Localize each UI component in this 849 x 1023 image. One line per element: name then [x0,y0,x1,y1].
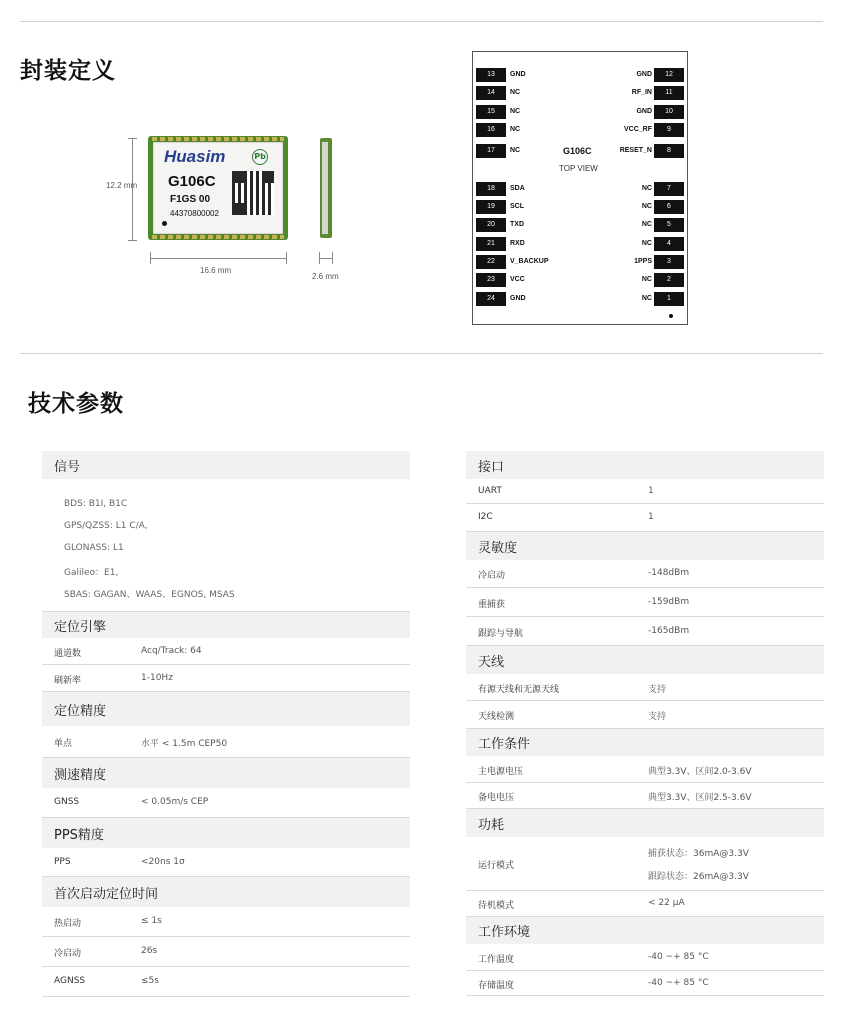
pin-label-10: GND [636,108,652,115]
module-drawing [100,130,360,290]
pin-1: 1 [654,292,684,306]
row-value: -148dBm [648,568,690,578]
row-key: I2C [478,512,493,522]
row-key: 热启动 [54,919,82,929]
row-value: -40 ~+ 85 °C [648,952,709,962]
table-row [42,937,410,967]
row-value: <20ns 1σ [141,857,185,867]
row-key: 单点 [54,739,73,749]
table-row [466,783,824,809]
row-value: 典型3.3V、区间2.0-3.6V [648,767,752,777]
table-row [466,837,824,891]
row-value: 1 [648,486,654,496]
row-key: GNSS [54,797,80,807]
table-row [42,638,410,665]
pin-4: 4 [654,237,684,251]
pin-label-14: NC [510,89,521,96]
table-row [42,665,410,692]
pin-2: 2 [654,273,684,287]
pin-diagram-view: TOP VIEW [559,164,598,173]
pin-14: 14 [476,86,506,100]
row-key: 运行模式 [478,861,515,871]
row-key: 跟踪与导航 [478,629,524,639]
pin-6: 6 [654,200,684,214]
pin-9: 9 [654,123,684,137]
row-key: 冷启动 [478,571,506,581]
pin-21: 21 [476,237,506,251]
row-value: 1 [648,512,654,522]
pin-8: 8 [654,144,684,158]
qr-code-icon [232,171,274,215]
section-header: 接口 [466,451,824,479]
brand-logo: Huasim [164,147,226,166]
pin-3: 3 [654,255,684,269]
row-value: 跟踪状态：26mA@3.3V [648,872,749,882]
pin-diagram-chip: G106C [563,146,592,156]
pin-label-9: VCC_RF [623,126,652,133]
pin-label-15: NC [510,108,521,115]
package-title: 封装定义 [20,58,116,84]
section-header: 首次启动定位时间 [42,877,410,907]
pin-18: 18 [476,182,506,196]
pin-22: 22 [476,255,506,269]
module-chip [148,136,288,240]
table-row [42,907,410,937]
section-header: 信号 [42,451,410,479]
pin-15: 15 [476,105,506,119]
pin-label-12: GND [636,71,652,78]
signal-item: GLONASS: L1 [64,543,124,553]
table-row [466,971,824,996]
signal-item: Galileo：E1, [64,568,119,578]
row-value: 水平 < 1.5m CEP50 [141,739,228,749]
section-header: 功耗 [466,809,824,837]
table-row [466,588,824,617]
specs-left-column [42,451,410,1011]
row-value: < 22 μA [648,898,685,908]
pin-label-5: NC [641,221,652,228]
table-row [466,891,824,917]
pin-label-7: NC [641,185,652,192]
table-row [466,944,824,971]
specs-right-column [466,451,824,1011]
pin1-dot [669,314,673,318]
pin-label-19: SCL [510,203,524,210]
pin-label-20: TXD [510,221,524,228]
signal-item: GPS/QZSS: L1 C/A, [64,521,148,531]
row-key: 刷新率 [54,676,82,686]
table-row [466,756,824,783]
section-header: PPS精度 [42,818,410,848]
row-key: 有源天线和无源天线 [478,685,560,695]
row-key: UART [478,486,502,496]
row-value: -165dBm [648,626,690,636]
row-value: ≤5s [141,976,159,986]
row-value: 26s [141,946,158,956]
pin-label-8: RESET_N [619,147,652,154]
pin-19: 19 [476,200,506,214]
module-side-view [320,138,332,238]
pin-label-6: NC [641,203,652,210]
pin-label-1: NC [641,295,652,302]
chip-serial: 44370800002 [170,209,219,218]
row-key: 工作温度 [478,955,515,965]
row-key: AGNSS [54,976,86,986]
row-value: -159dBm [648,597,690,607]
section-header: 测速精度 [42,758,410,788]
row-value: 1-10Hz [141,673,173,683]
section-header: 天线 [466,646,824,674]
section-header: 灵敏度 [466,532,824,560]
table-row [42,967,410,997]
pb-free-icon: Pb [252,149,268,165]
row-key: 天线检测 [478,712,515,722]
row-key: 冷启动 [54,949,82,959]
row-value: 捕获状态：36mA@3.3V [648,849,749,859]
pin-label-3: 1PPS [634,258,652,265]
row-value: < 0.05m/s CEP [141,797,209,807]
pin-label-23: VCC [510,276,525,283]
row-key: 主电源电压 [478,767,524,777]
table-row [42,788,410,818]
table-row [466,479,824,504]
row-value: Acq/Track: 64 [141,646,202,656]
specs-title: 技术参数 [28,391,124,417]
pin-24: 24 [476,292,506,306]
row-key: 存储温度 [478,981,515,991]
pin1-marker [162,221,167,226]
table-row [42,726,410,758]
pin-11: 11 [654,86,684,100]
pin-16: 16 [476,123,506,137]
section-header: 定位精度 [42,692,410,726]
section-header: 工作条件 [466,729,824,756]
top-divider [20,21,823,22]
row-key: PPS [54,857,71,867]
pin-label-17: NC [510,147,521,154]
pin-label-24: GND [510,295,526,302]
row-value: 典型3.3V、区间2.5-3.6V [648,793,752,803]
pin-5: 5 [654,218,684,232]
table-row [466,617,824,646]
row-key: 重捕获 [478,600,506,610]
table-row [466,701,824,729]
pin-label-2: NC [641,276,652,283]
row-value: 支持 [648,712,667,722]
chip-model: G106C [168,173,216,190]
pin-7: 7 [654,182,684,196]
middle-divider [20,353,823,354]
row-value: ≤ 1s [141,916,162,926]
pin-20: 20 [476,218,506,232]
dim-height: 12.2 mm [106,181,138,190]
row-value: 支持 [648,685,667,695]
pin-label-11: RF_IN [631,89,652,96]
dim-width: 16.6 mm [200,266,232,275]
table-row [466,674,824,701]
pin-label-4: NC [641,240,652,247]
section-header: 定位引擎 [42,612,410,638]
row-key: 备电电压 [478,793,515,803]
pin-label-13: GND [510,71,526,78]
chip-sub: F1GS 00 [170,194,211,205]
pin-13: 13 [476,68,506,82]
table-row [466,504,824,532]
table-row [466,560,824,588]
pin-diagram [472,51,688,325]
row-key: 通道数 [54,649,82,659]
pin-17: 17 [476,144,506,158]
row-key: 待机模式 [478,901,515,911]
pin-label-22: V_BACKUP [510,258,549,265]
signal-item: SBAS: GAGAN、WAAS、EGNOS, MSAS [64,590,235,600]
pin-label-21: RXD [510,240,525,247]
pin-label-16: NC [510,126,521,133]
pin-label-18: SDA [510,185,525,192]
pin-23: 23 [476,273,506,287]
signal-item: BDS: B1I, B1C [64,499,128,509]
section-header: 工作环境 [466,917,824,944]
table-row [42,848,410,877]
pin-10: 10 [654,105,684,119]
dim-thickness: 2.6 mm [312,272,339,281]
pin-12: 12 [654,68,684,82]
row-value: -40 ~+ 85 °C [648,978,709,988]
